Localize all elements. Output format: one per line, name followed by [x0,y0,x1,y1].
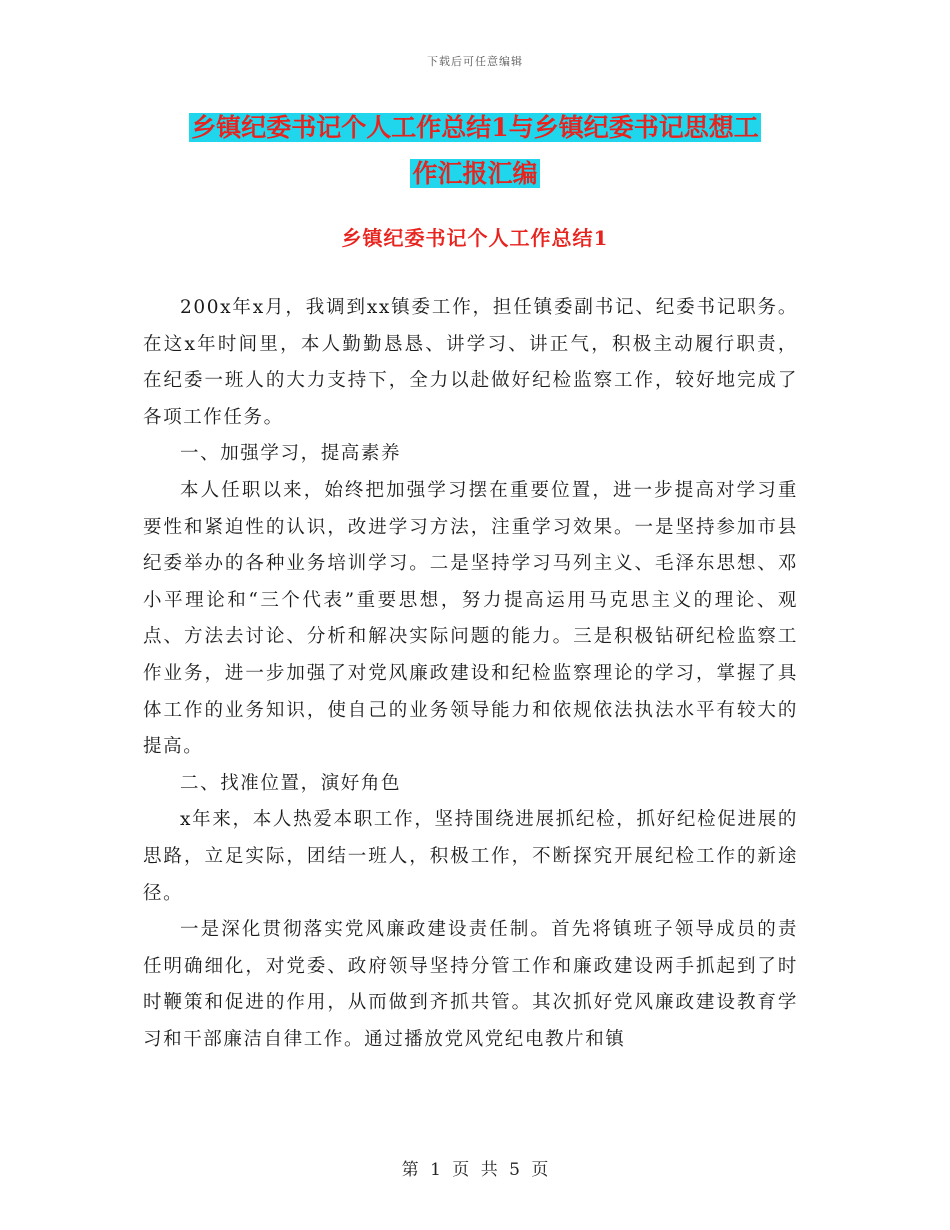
document-title-line-2 [145,152,805,196]
title-highlight-1: 乡镇纪委书记个人工作总结1与乡镇纪委书记思想工 [191,113,759,142]
paragraph: x年来，本人热爱本职工作，坚持围绕进展抓纪检，抓好纪检促进展的思路，立足实际，团结一班人，积极工作，不断探究开展纪检工作的新途径。 [143,809,798,904]
title-highlight-2: 作汇报汇编 [412,159,538,188]
subheading: 一、加强学习，提高素养 [180,443,402,465]
paragraph: 本人任职以来，始终把加强学习摆在重要位置，进一步提高对学习重要性和紧迫性的认识，改进学习方法，注重学习效果。一是坚持参加市县纪委举办的各种业务培训学习。二是坚持学习马列主义、毛泽东思想、邓小平理论和“三个代表”重要思想，努力提高运用马克思主义的理论、观点、方法去讨论、分析和解决实际问题的能力。三是积极钻研纪检监察工作业务，进一步加强了对党风廉政建设和纪检监察理论的学习，掌握了具体工作的业务知识，使自己的业务领导能力和依规依法执法水平有较大的提高。 [143,479,798,758]
subheading: 二、找准位置，演好角色 [180,772,402,794]
document-body [143,290,798,1058]
page-footer: 第 1 页 共 5 页 [401,1160,549,1180]
section-title: 乡镇纪委书记个人工作总结1 [341,226,609,250]
header-note: 下载后可任意编辑 [427,55,523,68]
paragraph: 200x年x月，我调到xx镇委工作，担任镇委副书记、纪委书记职务。在这x年时间里，本人勤勤恳恳、讲学习、讲正气，积极主动履行职责，在纪委一班人的大力支持下，全力以赴做好纪检监察工作，较好地完成了各项工作任务。 [143,297,798,428]
paragraph: 一是深化贯彻落实党风廉政建设责任制。首先将镇班子领导成员的责任明确细化，对党委、政府领导坚持分管工作和廉政建设两手抓起到了时时鞭策和促进的作用，从而做到齐抓共管。其次抓好党风廉政建设教育学习和干部廉洁自律工作。通过播放党风党纪电教片和镇 [143,919,798,1050]
document-title-line-1 [145,106,805,150]
